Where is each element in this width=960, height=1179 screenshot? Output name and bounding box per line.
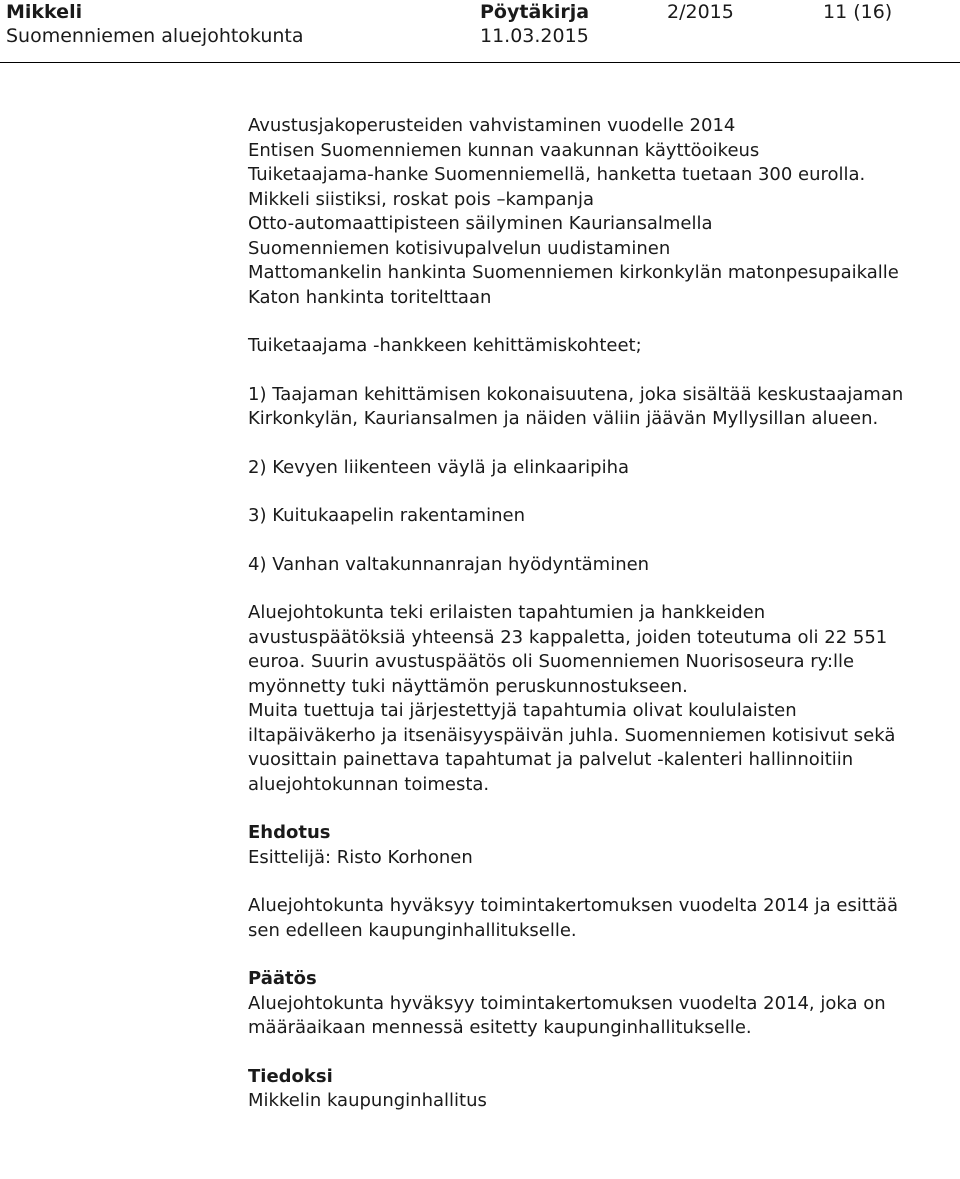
list-item: Tuiketaajama-hanke Suomenniemellä, hanketta tuetaan 300 eurolla. (248, 164, 866, 185)
header-date: 11.03.2015 (480, 25, 589, 47)
list-item: Katon hankinta toritelttaan (248, 286, 492, 308)
tuike-intro: Tuiketaajama -hankkeen kehittämiskohteet; (248, 335, 642, 356)
tiedoksi-section (248, 1065, 928, 1114)
list-item: Mattomankelin hankinta Suomenniemen kirkonkylän matonpesupaikalle (248, 262, 899, 283)
intro-list (248, 114, 928, 310)
tiedoksi-recipient: Mikkelin kaupunginhallitus (248, 1090, 487, 1111)
list-item: Avustusjakoperusteiden vahvistaminen vuodelle 2014 (248, 115, 736, 136)
ehdotus-text: Aluejohtokunta hyväksyy toimintakertomuksen vuodelta 2014 ja esittää sen edelleen kaupunginhallitukselle. (248, 895, 899, 941)
tuike-item: 2) Kevyen liikenteen väylä ja elinkaaripiha (248, 456, 630, 478)
list-item: Otto-automaattipisteen säilyminen Kauriansalmella (248, 213, 713, 234)
header-issue: 2/2015 (667, 1, 734, 23)
tiedoksi-heading: Tiedoksi (248, 1065, 333, 1087)
document-body (248, 114, 928, 1114)
header-page: 11 (16) (823, 1, 893, 23)
list-item: Entisen Suomenniemen kunnan vaakunnan käyttöoikeus (248, 139, 760, 161)
summary-paragraph: Aluejohtokunta teki erilaisten tapahtumien ja hankkeiden avustuspäätöksiä yhteensä 23 kappaletta, joiden toteutuma oli 22 551 euroa. Suurin avustuspäätös oli Suomenniemen Nuorisoseura ry:lle myönnetty tuki näyttämön peruskunnostukseen. (248, 602, 888, 697)
paatos-section (248, 967, 928, 1041)
tuike-item: 1) Taajaman kehittämisen kokonaisuutena, joka sisältää keskustaajaman Kirkonkylän, Kauriansalmen ja näiden väliin jäävän Myllysillan alueen. (248, 383, 904, 429)
paatos-heading: Päätös (248, 968, 317, 989)
header-org: Mikkeli (6, 1, 83, 23)
summary-paragraph: Muita tuettuja tai järjestettyjä tapahtumia olivat koululaisten iltapäiväkerho ja itsenäisyyspäivän juhla. Suomenniemen kotisivut sekä vuosittain painettava tapahtumat ja palvelut -kalenteri hallinnoitiin aluejohtokunnan toimesta. (248, 700, 896, 795)
tuike-item: 3) Kuitukaapelin rakentaminen (248, 505, 525, 526)
list-item: Suomenniemen kotisivupalvelun uudistaminen (248, 237, 671, 259)
list-item: Mikkeli siistiksi, roskat pois –kampanja (248, 188, 595, 210)
paatos-text: Aluejohtokunta hyväksyy toimintakertomuksen vuodelta 2014, joka on määräaikaan mennessä esitetty kaupunginhallitukselle. (248, 992, 886, 1038)
ehdotus-heading: Ehdotus (248, 822, 331, 843)
presenter: Esittelijä: Risto Korhonen (248, 846, 473, 868)
header-suborg: Suomenniemen aluejohtokunta (6, 25, 304, 47)
document-header (0, 0, 960, 63)
tuike-item: 4) Vanhan valtakunnanrajan hyödyntäminen (248, 553, 650, 575)
ehdotus-section (248, 821, 928, 943)
header-doc-type: Pöytäkirja (480, 1, 590, 23)
